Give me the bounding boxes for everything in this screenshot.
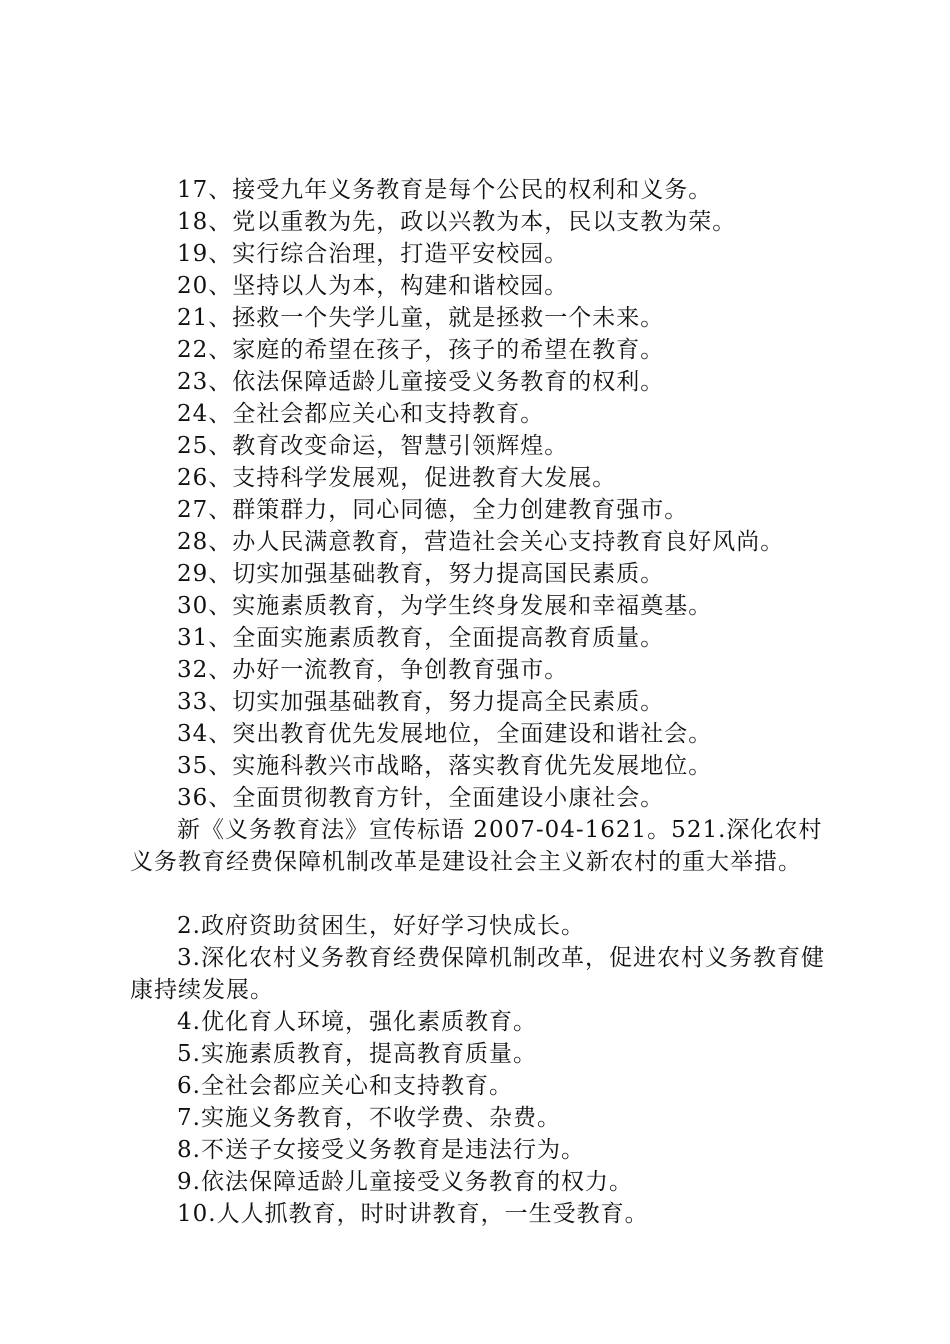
slogan-line: 10.人人抓教育，时时讲教育，一生受教育。 — [177, 1201, 649, 1227]
slogan-line: 28、办人民满意教育，营造社会关心支持教育良好风尚。 — [177, 529, 785, 555]
slogan-line: 2.政府资助贫困生，好好学习快成长。 — [177, 913, 585, 939]
blank-line — [130, 878, 840, 910]
slogan-line: 6.全社会都应关心和支持教育。 — [177, 1073, 513, 1099]
slogan-line: 19、实行综合治理，打造平安校园。 — [177, 241, 569, 267]
slogan-line: 26、支持科学发展观，促进教育大发展。 — [177, 465, 617, 491]
slogan-paragraph: 3.深化农村义务教育经费保障机制改革，促进农村义务教育健康持续发展。 — [130, 945, 825, 1003]
slogan-line: 23、依法保障适龄儿童接受义务教育的权利。 — [177, 369, 665, 395]
slogan-line: 21、拯救一个失学儿童，就是拯救一个未来。 — [177, 305, 665, 331]
slogan-line: 31、全面实施素质教育，全面提高教育质量。 — [177, 625, 665, 651]
slogan-line: 24、全社会都应关心和支持教育。 — [177, 401, 545, 427]
intro-paragraph: 新《义务教育法》宣传标语 2007-04-1621。521.深化农村义务教育经费保障机制改革是建设社会主义新农村的重大举措。 — [130, 817, 823, 875]
slogan-line: 34、突出教育优先发展地位，全面建设和谐社会。 — [177, 721, 713, 747]
slogan-line: 22、家庭的希望在孩子，孩子的希望在教育。 — [177, 337, 665, 363]
slogan-line: 27、群策群力，同心同德，全力创建教育强市。 — [177, 497, 689, 523]
slogan-line: 25、教育改变命运，智慧引领辉煌。 — [177, 433, 569, 459]
slogan-line: 4.优化育人环境，强化素质教育。 — [177, 1009, 537, 1035]
slogan-line: 9.依法保障适龄儿童接受义务教育的权力。 — [177, 1169, 633, 1195]
slogan-line: 18、党以重教为先，政以兴教为本，民以支教为荣。 — [177, 209, 737, 235]
slogan-line: 17、接受九年义务教育是每个公民的权利和义务。 — [177, 177, 713, 203]
slogan-line: 8.不送子女接受义务教育是违法行为。 — [177, 1137, 585, 1163]
slogan-line: 36、全面贯彻教育方针，全面建设小康社会。 — [177, 785, 665, 811]
slogan-line: 29、切实加强基础教育，努力提高国民素质。 — [177, 561, 665, 587]
slogan-line: 32、办好一流教育，争创教育强市。 — [177, 657, 569, 683]
slogan-line: 7.实施义务教育，不收学费、杂费。 — [177, 1105, 561, 1131]
slogan-line: 33、切实加强基础教育，努力提高全民素质。 — [177, 689, 665, 715]
slogan-line: 35、实施科教兴市战略，落实教育优先发展地位。 — [177, 753, 713, 779]
slogan-line: 5.实施素质教育，提高教育质量。 — [177, 1041, 537, 1067]
document-body — [130, 174, 840, 1230]
slogan-line: 20、坚持以人为本，构建和谐校园。 — [177, 273, 569, 299]
slogan-line: 30、实施素质教育，为学生终身发展和幸福奠基。 — [177, 593, 713, 619]
